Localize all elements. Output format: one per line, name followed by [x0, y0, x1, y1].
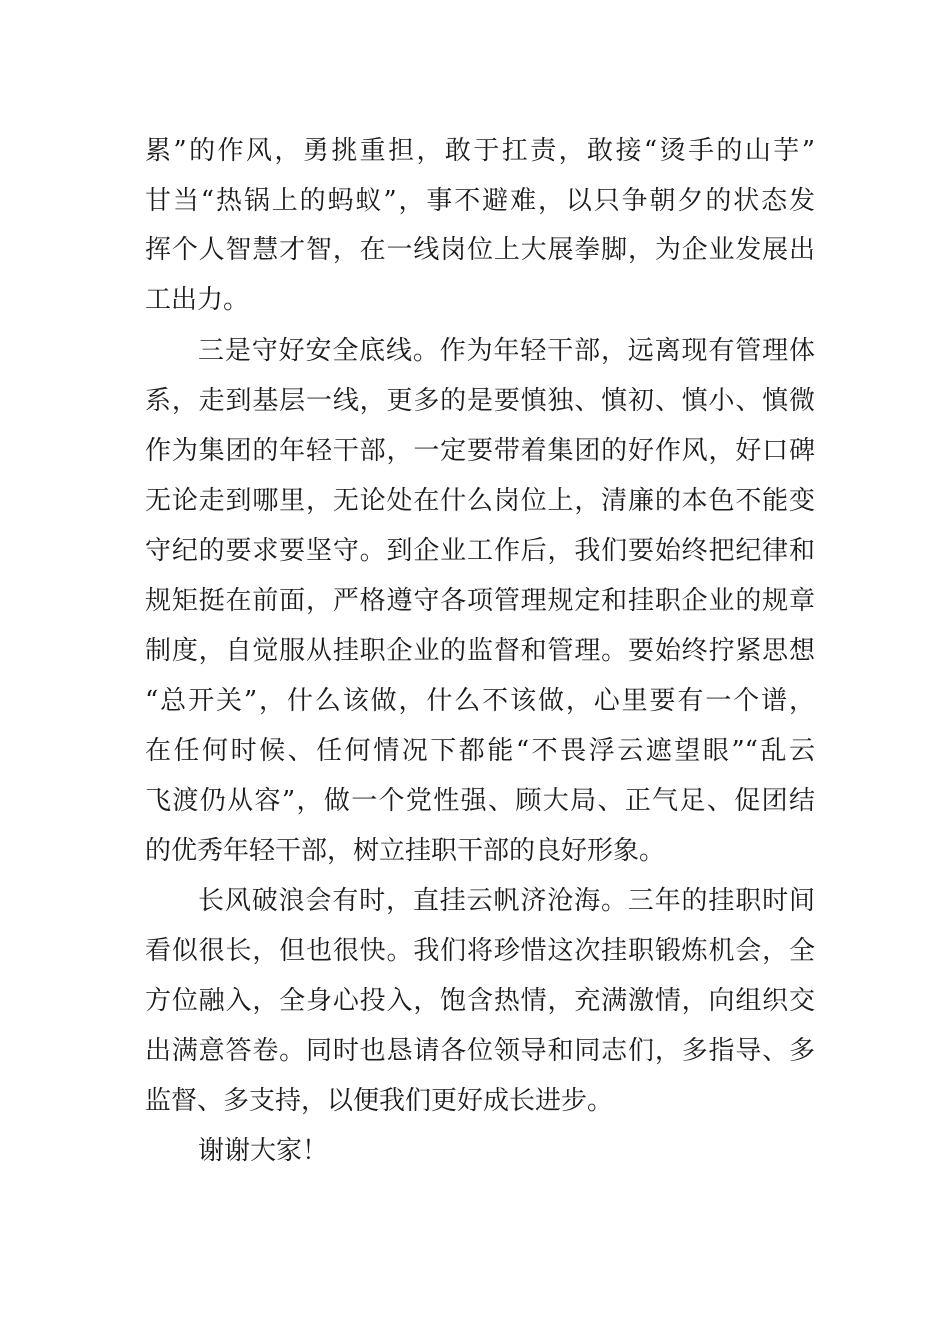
text-line: 的优秀年轻干部，树立挂职干部的良好形象。: [145, 836, 666, 866]
text-line: 制度，自觉服从挂职企业的监督和管理。要始终拧紧思想: [145, 636, 815, 666]
text-line: 挥个人智慧才智，在一线岗位上大展拳脚，为企业发展出: [145, 235, 815, 265]
text-line: 无论走到哪里，无论处在什么岗位上，清廉的本色不能变: [145, 486, 815, 516]
text-line: 规矩挺在前面，严格遵守各项管理规定和挂职企业的规章: [145, 586, 815, 616]
text-line: 看似很长，但也很快。我们将珍惜这次挂职锻炼机会，全: [145, 936, 815, 966]
closing-line: 谢谢大家！: [198, 1136, 329, 1166]
text-line: 累”的作风，勇挑重担，敢于扛责，敢接“烫手的山芋”: [145, 136, 815, 166]
text-line: 方位融入，全身心投入，饱含热情，充满激情，向组织交: [145, 986, 815, 1016]
paragraph-first-line: 长风破浪会有时，直挂云帆济沧海。三年的挂职时间: [198, 886, 815, 916]
text-line: 系，走到基层一线，更多的是要慎独、慎初、慎小、慎微: [145, 386, 815, 416]
text-line: 出满意答卷。同时也恳请各位领导和同志们，多指导、多: [145, 1036, 815, 1066]
text-line: 作为集团的年轻干部，一定要带着集团的好作风，好口碑: [145, 436, 815, 466]
paragraph-first-line: 三是守好安全底线。作为年轻干部，远离现有管理体: [198, 336, 815, 366]
text-line: 守纪的要求要坚守。到企业工作后，我们要始终把纪律和: [145, 536, 815, 566]
text-line: 工出力。: [145, 285, 250, 315]
text-line: “总开关”，什么该做，什么不该做，心里要有一个谱，: [145, 686, 815, 716]
text-line: 在任何时候、任何情况下都能“不畏浮云遮望眼”“乱云: [145, 736, 815, 766]
text-line: 甘当“热锅上的蚂蚁”，事不避难，以只争朝夕的状态发: [145, 186, 815, 216]
text-line: 监督、多支持，以便我们更好成长进步。: [145, 1086, 614, 1116]
text-line: 飞渡仍从容”，做一个党性强、顾大局、正气足、促团结: [145, 786, 815, 816]
